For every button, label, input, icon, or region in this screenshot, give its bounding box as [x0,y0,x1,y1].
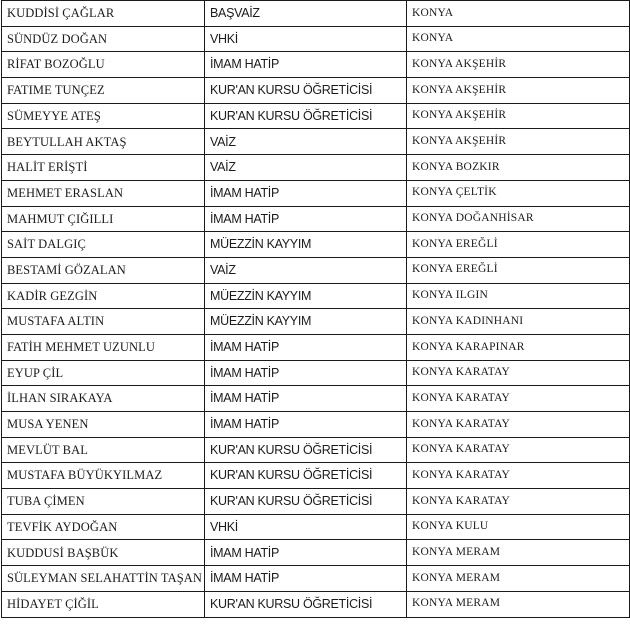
table-row [2,78,630,104]
name-cell: HİDAYET ÇİĞİL [2,591,205,617]
table-row [2,206,630,232]
table-row [2,103,630,129]
place-cell: KONYA AKŞEHİR [407,78,630,104]
title-cell: MÜEZZİN KAYYIM [205,283,407,309]
place-cell: KONYA BOZKIR [407,155,630,181]
title-cell: KUR'AN KURSU ÖĞRETİCİSİ [205,103,407,129]
place-cell: KONYA AKŞEHİR [407,52,630,78]
title-cell: VHKİ [205,514,407,540]
title-cell: İMAM HATİP [205,540,407,566]
title-cell: İMAM HATİP [205,334,407,360]
name-cell: KUDDUSİ BAŞBÜK [2,540,205,566]
name-cell: BESTAMİ GÖZALAN [2,257,205,283]
table-row [2,412,630,438]
table-row [2,257,630,283]
place-cell: KONYA KARATAY [407,386,630,412]
place-cell: KONYA ILGIN [407,283,630,309]
place-cell: KONYA AKŞEHİR [407,103,630,129]
name-cell: MAHMUT ÇIĞILLI [2,206,205,232]
place-cell: KONYA EREĞLİ [407,232,630,258]
place-cell: KONYA KADINHANI [407,309,630,335]
title-cell: İMAM HATİP [205,386,407,412]
table-row [2,232,630,258]
place-cell: KONYA ÇELTİK [407,180,630,206]
table-row [2,309,630,335]
table-row [2,334,630,360]
table-row [2,52,630,78]
title-cell: VAİZ [205,155,407,181]
name-cell: FATIME TUNÇEZ [2,78,205,104]
place-cell: KONYA KARATAY [407,412,630,438]
table-row [2,489,630,515]
name-cell: MEHMET ERASLAN [2,180,205,206]
personnel-table-body [2,0,630,617]
title-cell: İMAM HATİP [205,566,407,592]
place-cell: KONYA MERAM [407,566,630,592]
place-cell: KONYA KARATAY [407,489,630,515]
name-cell: HALİT ERİŞTİ [2,155,205,181]
title-cell: BAŞVAİZ [205,1,407,27]
name-cell: MUSTAFA ALTIN [2,309,205,335]
title-cell: KUR'AN KURSU ÖĞRETİCİSİ [205,437,407,463]
place-cell: KONYA [407,1,630,27]
title-cell: VAİZ [205,257,407,283]
name-cell: SÜLEYMAN SELAHATTİN TAŞAN [2,566,205,592]
name-cell: KADİR GEZGİN [2,283,205,309]
table-row [2,26,630,52]
table-row [2,437,630,463]
place-cell: KONYA KARATAY [407,437,630,463]
table-row [2,155,630,181]
title-cell: KUR'AN KURSU ÖĞRETİCİSİ [205,489,407,515]
place-cell: KONYA AKŞEHİR [407,129,630,155]
name-cell: EYUP ÇİL [2,360,205,386]
place-cell: KONYA KARATAY [407,360,630,386]
table-row [2,514,630,540]
title-cell: VAİZ [205,129,407,155]
name-cell: SÜNDÜZ DOĞAN [2,26,205,52]
place-cell: KONYA KARAPINAR [407,334,630,360]
table-row [2,386,630,412]
name-cell: MEVLÜT BAL [2,437,205,463]
table-row [2,591,630,617]
place-cell: KONYA DOĞANHİSAR [407,206,630,232]
name-cell: İLHAN SIRAKAYA [2,386,205,412]
title-cell: İMAM HATİP [205,360,407,386]
title-cell: MÜEZZİN KAYYIM [205,232,407,258]
title-cell: İMAM HATİP [205,52,407,78]
place-cell: KONYA EREĞLİ [407,257,630,283]
personnel-table [1,0,630,618]
place-cell: KONYA MERAM [407,591,630,617]
table-row [2,360,630,386]
name-cell: MUSTAFA BÜYÜKYILMAZ [2,463,205,489]
title-cell: İMAM HATİP [205,180,407,206]
place-cell: KONYA KULU [407,514,630,540]
place-cell: KONYA MERAM [407,540,630,566]
name-cell: MUSA YENEN [2,412,205,438]
name-cell: SAİT DALGIÇ [2,232,205,258]
place-cell: KONYA [407,26,630,52]
table-row [2,283,630,309]
name-cell: TUBA ÇİMEN [2,489,205,515]
name-cell: FATİH MEHMET UZUNLU [2,334,205,360]
table-row [2,180,630,206]
name-cell: RİFAT BOZOĞLU [2,52,205,78]
title-cell: KUR'AN KURSU ÖĞRETİCİSİ [205,78,407,104]
title-cell: VHKİ [205,26,407,52]
place-cell: KONYA KARATAY [407,463,630,489]
title-cell: MÜEZZİN KAYYIM [205,309,407,335]
table-row [2,463,630,489]
name-cell: KUDDİSİ ÇAĞLAR [2,1,205,27]
table-row [2,129,630,155]
name-cell: BEYTULLAH AKTAŞ [2,129,205,155]
name-cell: SÜMEYYE ATEŞ [2,103,205,129]
title-cell: İMAM HATİP [205,412,407,438]
title-cell: KUR'AN KURSU ÖĞRETİCİSİ [205,463,407,489]
table-row [2,566,630,592]
title-cell: İMAM HATİP [205,206,407,232]
table-row [2,1,630,27]
title-cell: KUR'AN KURSU ÖĞRETİCİSİ [205,591,407,617]
name-cell: TEVFİK AYDOĞAN [2,514,205,540]
table-row [2,540,630,566]
